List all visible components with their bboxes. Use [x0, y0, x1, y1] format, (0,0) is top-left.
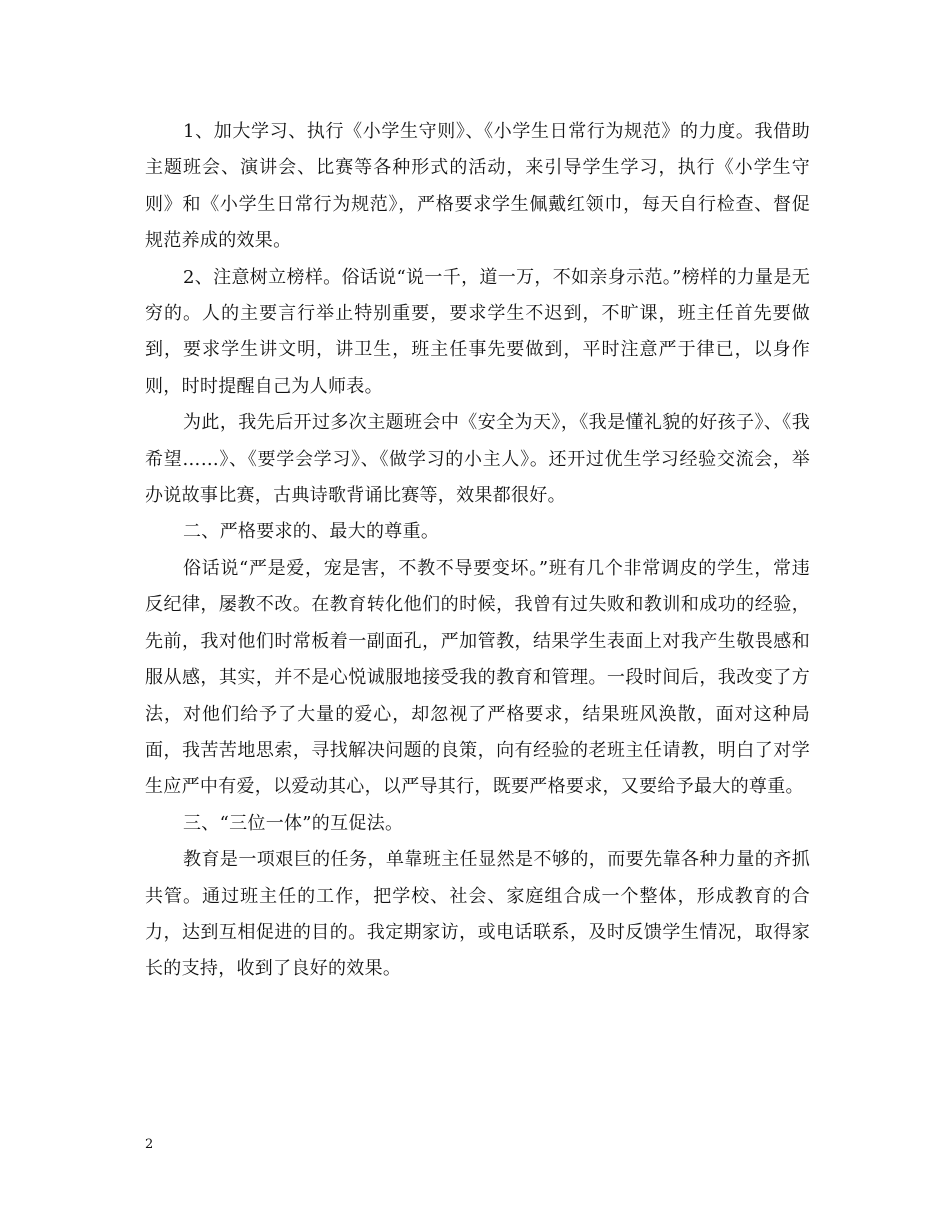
paragraph-home-school: 教育是一项艰巨的任务，单靠班主任显然是不够的，而要先靠各种力量的齐抓共管。通过班主任的工作，把学校、社会、家庭组合成一个整体，形成教育的合力，达到互相促进的目的。我定期家访，或电话联系，及时反馈学生情况，取得家长的支持，收到了良好的效果。 [145, 849, 810, 980]
paragraph-norms-study: 1、加大学习、执行《小学生守则》、《小学生日常行为规范》的力度。我借助主题班会、演讲会、比赛等各种形式的活动，来引导学生学习，执行《小学生守则》和《小学生日常行为规范》，严格要求学生佩戴红领巾，每天自行检查、督促规范养成的效果。 [145, 121, 810, 252]
section-heading-three-in-one: 三、“三位一体”的互促法。 [183, 812, 404, 834]
page-number: 2 [145, 1137, 154, 1152]
paragraph-strict-love: 俗话说“严是爱，宠是害，不教不导要变坏。”班有几个非常调皮的学生，常违反纪律，屡教不改。在教育转化他们的时候，我曾有过失败和教训和成功的经验，先前，我对他们时常板着一副面孔，严加管教，结果学生表面上对我产生敬畏感和服从感，其实，并不是心悦诚服地接受我的教育和管理。一段时间后，我改变了方法，对他们给予了大量的爱心，却忽视了严格要求，结果班风涣散，面对这种局面，我苦苦地思索，寻找解决问题的良策，向有经验的老班主任请教，明白了对学生应严中有爱，以爱动其心，以严导其行，既要严格要求，又要给予最大的尊重。 [145, 557, 810, 798]
paragraph-role-model: 2、注意树立榜样。俗话说“说一千，道一万，不如亲身示范。”榜样的力量是无穷的。人的主要言行举止特别重要，要求学生不迟到，不旷课，班主任首先要做到，要求学生讲文明，讲卫生，班主任事先要做到，平时注意严于律已，以身作则，时时提醒自己为人师表。 [145, 266, 810, 397]
paragraph-class-meetings: 为此，我先后开过多次主题班会中《安全为天》，《我是懂礼貌的好孩子》、《我希望……》、《要学会学习》、《做学习的小主人》。还开过优生学习经验交流会，举办说故事比赛，古典诗歌背诵比赛等，效果都很好。 [145, 412, 810, 507]
section-heading-strict-respect: 二、严格要求的、最大的尊重。 [183, 521, 440, 543]
document-body [145, 114, 810, 988]
